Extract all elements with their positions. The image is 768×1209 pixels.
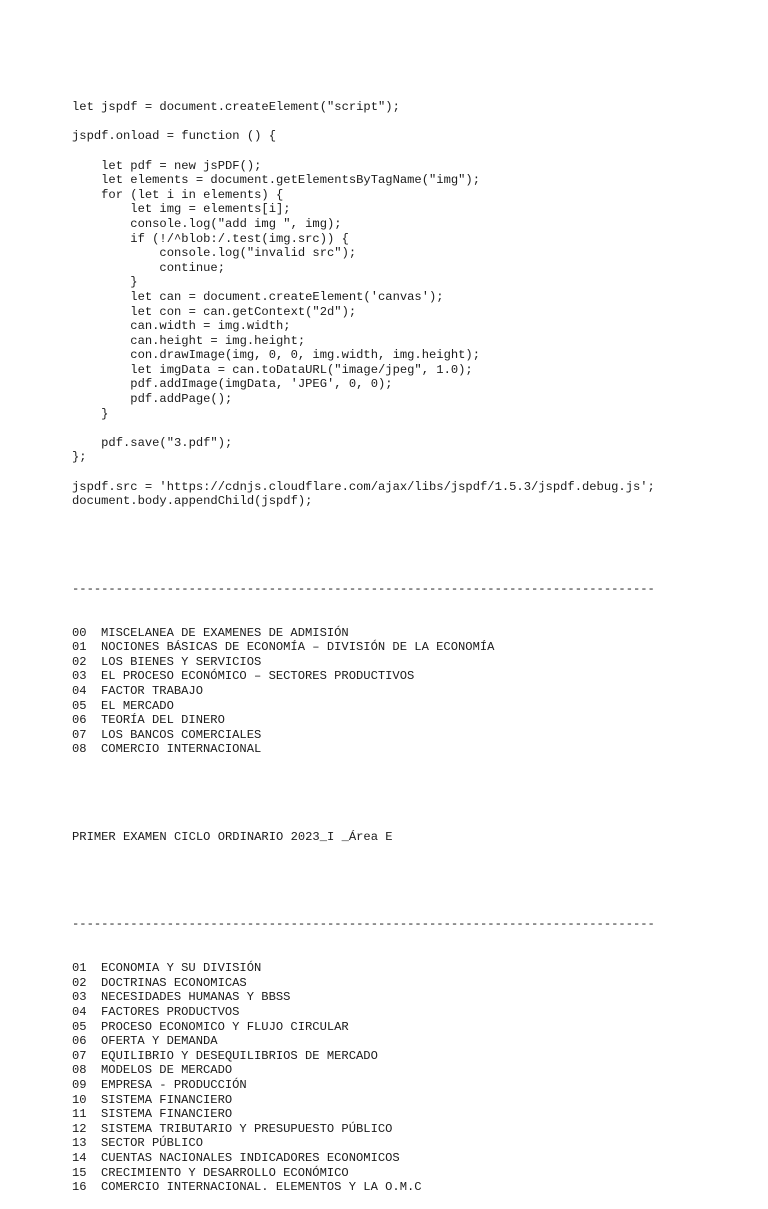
list-item-number: 06 (72, 1034, 87, 1049)
list-item-number: 01 (72, 961, 87, 976)
list-item (72, 1166, 762, 1181)
list-item-text: MODELOS DE MERCADO (101, 1063, 233, 1078)
list-item (72, 626, 762, 641)
list-item-number: 03 (72, 669, 87, 684)
code-block (72, 100, 762, 509)
list-item-number: 05 (72, 698, 87, 713)
code-line: let elements = document.getElementsByTagName("img"); (72, 173, 480, 188)
list-item-text: COMERCIO INTERNACIONAL. ELEMENTOS Y LA O.M.C (101, 1180, 422, 1195)
list-item-number: 07 (72, 727, 87, 742)
list-item (72, 684, 762, 699)
list-item (72, 990, 762, 1005)
code-blank-line (72, 115, 762, 130)
list-item-number: 02 (72, 975, 87, 990)
code-line: let can = document.createElement('canvas'); (72, 289, 444, 304)
list-item-text: EQUILIBRIO Y DESEQUILIBRIOS DE MERCADO (101, 1048, 378, 1063)
list-item-text: SISTEMA FINANCIERO (101, 1092, 233, 1107)
list-item (72, 1093, 762, 1108)
list-item-text: TEORÍA DEL DINERO (101, 713, 225, 728)
code-blank-line (72, 144, 762, 159)
list-item (72, 1049, 762, 1064)
list-item (72, 1078, 762, 1093)
list-item-text: CRECIMIENTO Y DESARROLLO ECONÓMICO (101, 1165, 349, 1180)
list-item-text: SECTOR PÚBLICO (101, 1136, 203, 1151)
code-line: continue; (72, 260, 225, 275)
list-item-text: NECESIDADES HUMANAS Y BBSS (101, 990, 291, 1005)
spacer (72, 538, 762, 553)
list-item (72, 699, 762, 714)
list-item-number: 09 (72, 1077, 87, 1092)
list-item-text: LOS BANCOS COMERCIALES (101, 727, 262, 742)
code-line: let con = can.getContext("2d"); (72, 304, 357, 319)
code-line: pdf.addPage(); (72, 392, 233, 407)
topic-list-1 (72, 626, 762, 757)
list-item-text: SISTEMA TRIBUTARIO Y PRESUPUESTO PÚBLICO (101, 1121, 393, 1136)
list-item-text: EMPRESA - PRODUCCIÓN (101, 1077, 247, 1092)
list-item (72, 1063, 762, 1078)
exam-heading: PRIMER EXAMEN CICLO ORDINARIO 2023_I _Área E (72, 829, 393, 844)
spacer (72, 786, 762, 801)
list-item-text: MISCELANEA DE EXAMENES DE ADMISIÓN (101, 625, 349, 640)
code-line: can.height = img.height; (72, 333, 306, 348)
separator-line: -------------------------------------------------------------------------------- (72, 917, 655, 932)
list-item (72, 1180, 762, 1195)
list-item-number: 07 (72, 1048, 87, 1063)
list-item-text: NOCIONES BÁSICAS DE ECONOMÍA – DIVISIÓN DE LA ECONOMÍA (101, 640, 495, 655)
list-item (72, 669, 762, 684)
code-line: }; (72, 450, 87, 465)
code-line: } (72, 275, 138, 290)
code-line: let imgData = can.toDataURL("image/jpeg", 1.0); (72, 362, 473, 377)
list-item-text: LOS BIENES Y SERVICIOS (101, 654, 262, 669)
list-item (72, 640, 762, 655)
code-line: let jspdf = document.createElement("script"); (72, 100, 400, 115)
list-item-number: 03 (72, 990, 87, 1005)
list-item-text: PROCESO ECONOMICO Y FLUJO CIRCULAR (101, 1019, 349, 1034)
code-line: for (let i in elements) { (72, 187, 284, 202)
list-item-number: 15 (72, 1165, 87, 1180)
list-item-number: 04 (72, 1005, 87, 1019)
code-line: let pdf = new jsPDF(); (72, 158, 262, 173)
list-item (72, 1107, 762, 1122)
list-item-text: FACTORES PRODUCTVOS (101, 1005, 240, 1019)
code-line: con.drawImage(img, 0, 0, img.width, img.height); (72, 348, 480, 363)
list-item-number: 05 (72, 1019, 87, 1034)
list-item (72, 1136, 762, 1151)
list-item (72, 961, 762, 976)
list-item-text: COMERCIO INTERNACIONAL (101, 742, 262, 757)
list-item (72, 1034, 762, 1049)
list-item-number: 04 (72, 683, 87, 698)
list-item-number: 16 (72, 1180, 87, 1195)
code-line: jspdf.onload = function () { (72, 129, 276, 144)
list-item (72, 1005, 762, 1020)
list-item-text: DOCTRINAS ECONOMICAS (101, 975, 247, 990)
code-line: if (!/^blob:/.test(img.src)) { (72, 231, 349, 246)
separator-line: -------------------------------------------------------------------------------- (72, 581, 655, 596)
list-item (72, 655, 762, 670)
list-item-number: 14 (72, 1150, 87, 1165)
list-item (72, 713, 762, 728)
list-item-text: EL PROCESO ECONÓMICO – SECTORES PRODUCTIVOS (101, 669, 415, 684)
code-line: jspdf.src = 'https://cdnjs.cloudflare.com/ajax/libs/jspdf/1.5.3/jspdf.debug.js'; (72, 479, 655, 494)
list-item-number: 08 (72, 1063, 87, 1078)
list-item-text: EL MERCADO (101, 698, 174, 713)
list-item (72, 976, 762, 991)
code-line: can.width = img.width; (72, 319, 291, 334)
code-blank-line (72, 465, 762, 480)
code-line: document.body.appendChild(jspdf); (72, 494, 313, 509)
list-item-number: 08 (72, 742, 87, 757)
list-item-text: SISTEMA FINANCIERO (101, 1107, 233, 1122)
list-item-number: 02 (72, 654, 87, 669)
list-item (72, 1122, 762, 1137)
list-item-text: OFERTA Y DEMANDA (101, 1034, 218, 1049)
list-item (72, 742, 762, 757)
list-item (72, 1020, 762, 1035)
list-item-text: ECONOMIA Y SU DIVISIÓN (101, 961, 262, 976)
code-line: pdf.save("3.pdf"); (72, 435, 233, 450)
list-item-number: 01 (72, 640, 87, 655)
list-item (72, 728, 762, 743)
code-line: console.log("add img ", img); (72, 216, 342, 231)
code-line: } (72, 406, 109, 421)
spacer (72, 874, 762, 889)
document-page (72, 71, 762, 1209)
code-blank-line (72, 421, 762, 436)
topic-list-2 (72, 961, 762, 1195)
list-item-number: 06 (72, 713, 87, 728)
list-item-number: 10 (72, 1092, 87, 1107)
list-item-number: 00 (72, 625, 87, 640)
list-item-text: CUENTAS NACIONALES INDICADORES ECONOMICOS (101, 1150, 400, 1165)
code-line: pdf.addImage(imgData, 'JPEG', 0, 0); (72, 377, 393, 392)
list-item-number: 12 (72, 1121, 87, 1136)
list-item (72, 1151, 762, 1166)
list-item-number: 11 (72, 1107, 87, 1122)
list-item-text: FACTOR TRABAJO (101, 683, 203, 698)
list-item-number: 13 (72, 1136, 87, 1151)
code-line: let img = elements[i]; (72, 202, 291, 217)
code-line: console.log("invalid src"); (72, 246, 357, 261)
